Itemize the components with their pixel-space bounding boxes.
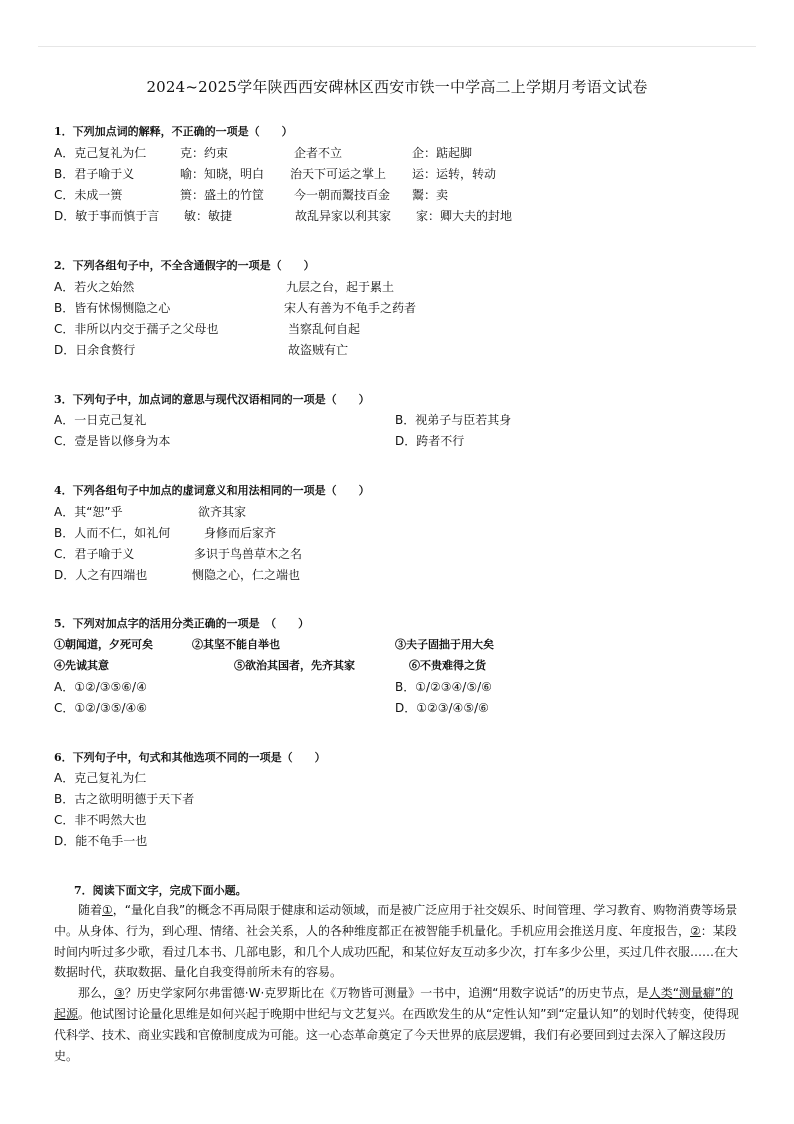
text-span: ？历史学家阿尔弗雷德·W·克罗斯比在《万物皆可测量》一书中，追溯“用数字说话”的历史节点，是 bbox=[124, 986, 649, 1001]
passage-paragraph-1 bbox=[54, 900, 742, 983]
q3-option-b: B．视弟子与臣若其身 bbox=[395, 413, 512, 427]
q4-c-sentence: C．君子喻于义 bbox=[54, 547, 135, 561]
passage-paragraph-2 bbox=[54, 983, 742, 1066]
q1-c-sentence: C．未成一篑 bbox=[54, 188, 123, 202]
q6-option-d: D．能不龟手一也 bbox=[54, 834, 148, 848]
q1-a-sentence: A．克己复礼为仁 bbox=[54, 146, 147, 160]
q1-d-sentence: D．敏于事而慎于言 bbox=[54, 209, 160, 223]
q5-item-5: ⑤欲治其国者，先齐其家 bbox=[234, 659, 355, 672]
blank-1: ① bbox=[102, 903, 113, 917]
q5-option-b: B．①/②③④/⑤/⑥ bbox=[395, 680, 492, 694]
text-span: ，“量化自我”的概念不再局限于健康和运动领域，而是被广泛应用于社交娱乐、时间管理、学习教育、购物消费等场景中。从身体、行为，到心理、情绪、社会关系，人的各种维度都正在被智能手机量化。手机应用会推送月度、年度报告， bbox=[54, 903, 738, 938]
q4-d-sentence-2: 恻隐之心，仁之端也 bbox=[192, 568, 301, 582]
header-divider bbox=[38, 46, 756, 47]
q3-option-d: D．跨者不行 bbox=[395, 434, 465, 448]
q2-d-sentence-2: 故盗贼有亡 bbox=[288, 343, 349, 357]
q5-item-3: ③夫子固拙于用大矣 bbox=[395, 638, 494, 651]
q5-item-4: ④先诚其意 bbox=[54, 659, 109, 672]
question-3-stem: 3．下列句子中，加点词的意思与现代汉语相同的一项是（ ） bbox=[54, 393, 370, 406]
q5-item-1: ①朝闻道，夕死可矣 bbox=[54, 638, 153, 651]
q1-a-gloss-2: 企：踮起脚 bbox=[412, 146, 473, 160]
q1-c-gloss: 篑：盛土的竹筐 bbox=[180, 188, 265, 202]
blank-3: ③ bbox=[114, 986, 125, 1001]
question-5-stem: 5．下列对加点字的活用分类正确的一项是 （ ） bbox=[54, 617, 310, 630]
q2-a-sentence-2: 九层之台，起于累土 bbox=[286, 280, 395, 294]
q1-b-sentence-2: 治天下可运之掌上 bbox=[290, 167, 387, 181]
q4-d-sentence: D．人之有四端也 bbox=[54, 568, 148, 582]
q6-option-c: C．非不呺然大也 bbox=[54, 813, 147, 827]
q3-option-a: A．一日克己复礼 bbox=[54, 413, 147, 427]
q1-d-sentence-2: 故乱异家以利其家 bbox=[295, 209, 392, 223]
q1-a-sentence-2: 企者不立 bbox=[294, 146, 343, 160]
q1-c-gloss-2: 鬻：卖 bbox=[412, 188, 449, 202]
q6-option-b: B．古之欲明明德于天下者 bbox=[54, 792, 195, 806]
reading-passage bbox=[54, 900, 742, 1066]
text-span: ：某段时间内听过多少歌，看过几本书、几部电影，和几个人成功匹配，和某位好友互动多少次，打车多少公里，买过几件衣服……在大数据时代，获取数据、量化自我变得前所未有的容易。 bbox=[54, 923, 739, 980]
q1-b-sentence: B．君子喻于义 bbox=[54, 167, 135, 181]
q4-a-sentence: A．其“恕”乎 bbox=[54, 505, 123, 519]
underlined-phrase: 人类“测量癖”的起源 bbox=[54, 986, 734, 1021]
question-1-stem: 1．下列加点词的解释，不正确的一项是（ ） bbox=[54, 125, 293, 138]
text-span: 。他试图讨论量化思维是如何兴起于晚期中世纪与文艺复兴。在西欧发生的从“定性认知”到“定量认知”的划时代转变，使得现代科学、技术、商业实践和官僚制度成为可能。这一心态革命奠定了今天世界的底层逻辑，我们有必要回到过去深入了解这段历史。 bbox=[54, 1006, 739, 1063]
q2-d-sentence: D．日余食赘行 bbox=[54, 343, 136, 357]
text-span: 随着 bbox=[78, 903, 103, 917]
question-6-stem: 6．下列句子中，句式和其他选项不同的一项是（ ） bbox=[54, 751, 326, 764]
q5-option-d: D．①②③/④⑤/⑥ bbox=[395, 701, 489, 715]
q1-a-gloss: 克：约束 bbox=[180, 146, 229, 160]
q4-c-sentence-2: 多识于鸟兽草木之名 bbox=[194, 547, 303, 561]
q1-c-sentence-2: 今一朝而鬻技百金 bbox=[294, 188, 391, 202]
question-2-stem: 2．下列各组句子中，不全含通假字的一项是（ ） bbox=[54, 259, 315, 272]
q1-d-gloss: 敏：敏捷 bbox=[184, 209, 233, 223]
question-7-stem: 7．阅读下面文字，完成下面小题。 bbox=[74, 884, 247, 897]
q5-item-2: ②其坚不能自举也 bbox=[192, 638, 280, 651]
q2-c-sentence: C．非所以内交于孺子之父母也 bbox=[54, 322, 219, 336]
q2-c-sentence-2: 当察乱何自起 bbox=[288, 322, 361, 336]
q6-option-a: A．克己复礼为仁 bbox=[54, 771, 147, 785]
q2-b-sentence: B．皆有怵惕恻隐之心 bbox=[54, 301, 171, 315]
q5-option-c: C．①②/③⑤/④⑥ bbox=[54, 701, 148, 715]
q1-b-gloss-2: 运：运转，转动 bbox=[412, 167, 497, 181]
question-4-stem: 4．下列各组句子中加点的虚词意义和用法相同的一项是（ ） bbox=[54, 484, 370, 497]
q3-option-c: C．壹是皆以修身为本 bbox=[54, 434, 171, 448]
blank-2: ② bbox=[690, 923, 701, 938]
q4-a-sentence-2: 欲齐其家 bbox=[198, 505, 247, 519]
q5-option-a: A．①②/③⑤⑥/④ bbox=[54, 680, 147, 694]
q4-b-sentence-2: 身修而后家齐 bbox=[204, 526, 277, 540]
q2-a-sentence: A．若火之始然 bbox=[54, 280, 135, 294]
q5-item-6: ⑥不贵难得之货 bbox=[409, 659, 486, 672]
q2-b-sentence-2: 宋人有善为不龟手之药者 bbox=[284, 301, 417, 315]
q1-d-gloss-2: 家：卿大夫的封地 bbox=[416, 209, 513, 223]
page-title: 2024~2025学年陕西西安碑林区西安市铁一中学高二上学期月考语文试卷 bbox=[146, 78, 648, 96]
q4-b-sentence: B．人而不仁，如礼何 bbox=[54, 526, 171, 540]
text-span: 那么， bbox=[78, 986, 115, 1001]
q1-b-gloss: 喻：知晓，明白 bbox=[180, 167, 265, 181]
